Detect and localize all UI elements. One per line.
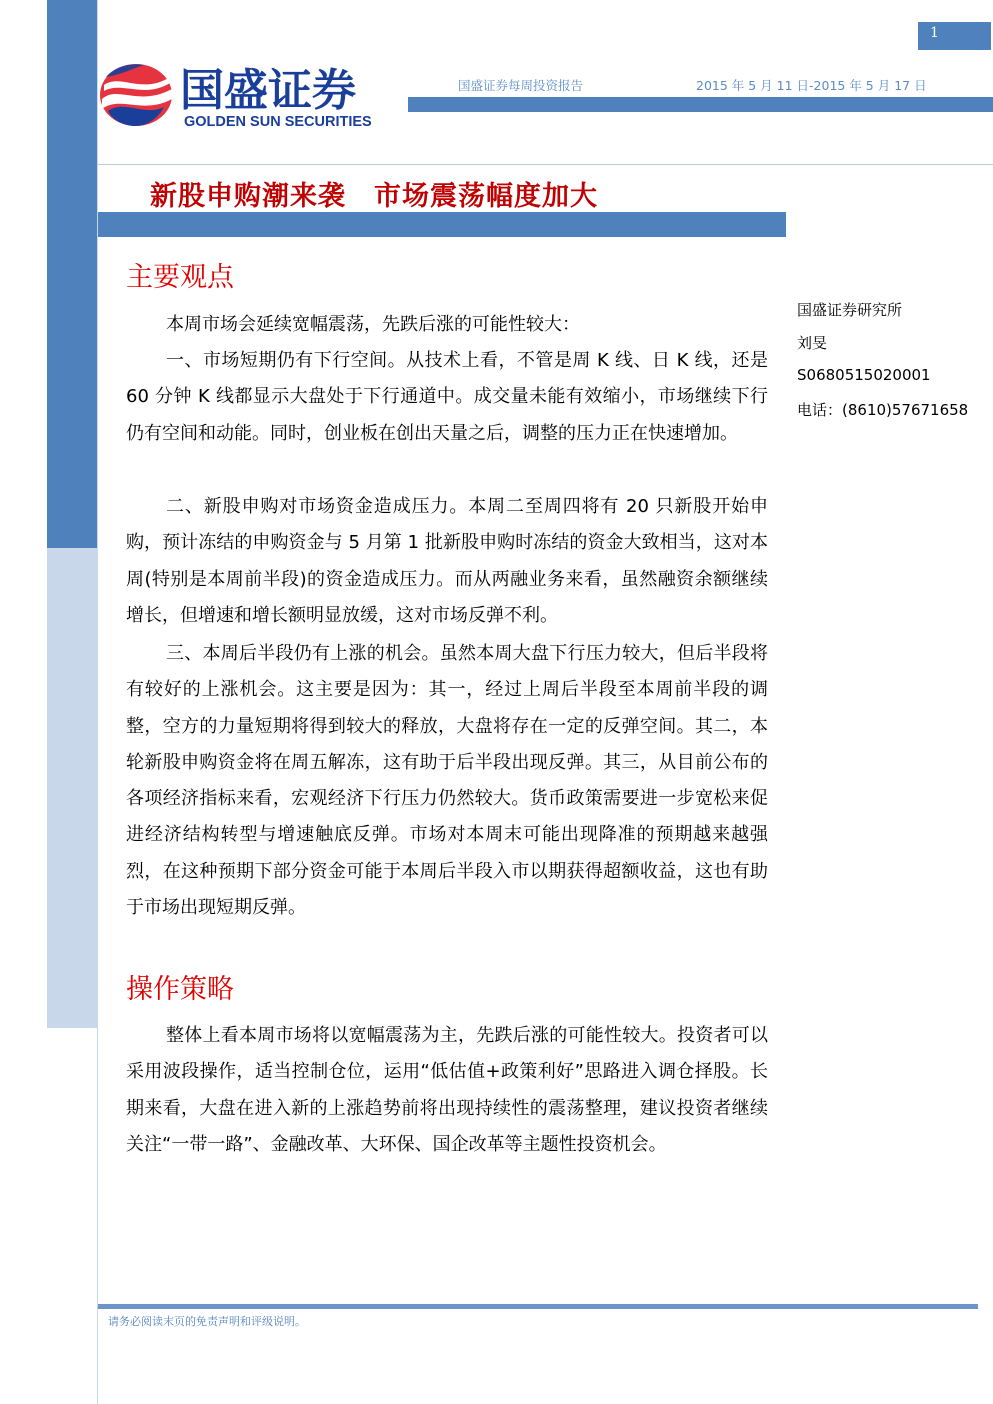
section-heading-strategy: 操作策略 <box>126 974 234 1005</box>
footer-bar <box>98 1304 978 1309</box>
title-divider <box>98 164 993 165</box>
left-band-dark <box>47 0 98 548</box>
section-heading-main-views: 主要观点 <box>126 262 234 293</box>
sidebar-cert-number: S0680515020001 <box>797 366 931 384</box>
svg-text:GOLDEN SUN SECURITIES: GOLDEN SUN SECURITIES <box>184 114 372 130</box>
paragraph: 三、本周后半段仍有上涨的机会。虽然本周大盘下行压力较大，但后半段将有较好的上涨机会。这主要是因为：其一，经过上周后半段至本周前半段的调整，空方的力量短期将得到较大的释放，大盘将存在一定的反弹空间。其二，本轮新股申购资金将在周五解冻，这有助于后半段出现反弹。其三，从目前公布的各项经济指标来看，宏观经济下行压力仍然较大。货币政策需要进一步宽松来促进经济结构转型与增速触底反弹。市场对本周末可能出现降准的预期越来越强烈，在这种预期下部分资金可能于本周后半段入市以期获得超额收益，这也有助于市场出现短期反弹。 <box>126 643 768 919</box>
page-number-box <box>918 22 991 50</box>
title-bar <box>98 212 786 237</box>
left-band-edge <box>97 0 98 1404</box>
page-number: 1 <box>930 25 939 41</box>
sidebar-institute: 国盛证券研究所 <box>797 301 903 319</box>
footer-disclaimer: 请务必阅读末页的免责声明和评级说明。 <box>108 1315 306 1328</box>
company-logo <box>98 55 408 140</box>
paragraph: 一、市场短期仍有下行空间。从技术上看，不管是周 K 线、日 K 线，还是 60 分钟 K 线都显示大盘处于下行通道中。成交量未能有效缩小，市场继续下行仍有空间和动能。同时，创业板在创出天量之后，调整的压力正在快速增加。 <box>126 350 768 444</box>
paragraph: 整体上看本周市场将以宽幅震荡为主，先跌后涨的可能性较大。投资者可以采用波段操作，适当控制仓位，运用“低估值+政策利好”思路进入调仓择股。长期来看，大盘在进入新的上涨趋势前将出现持续性的震荡整理，建议投资者继续关注“一带一路”、金融改革、大环保、国企改革等主题性投资机会。 <box>126 1025 768 1155</box>
sidebar-analyst: 刘旻 <box>797 334 828 352</box>
left-band-light <box>47 548 98 1028</box>
svg-text:国盛证券: 国盛证券 <box>180 65 356 116</box>
paragraph: 本周市场会延续宽幅震荡，先跌后涨的可能性较大： <box>166 314 580 335</box>
sidebar-phone: 电话：(8610)57671658 <box>797 401 969 419</box>
report-name: 国盛证券每周投资报告 <box>458 78 584 93</box>
paragraph: 二、新股申购对市场资金造成压力。本周二至周四将有 20 只新股开始申购，预计冻结的申购资金与 5 月第 1 批新股申购时冻结的资金大致相当，这对本周(特别是本周前半段)的资金造成压力。而从两融业务来看，虽然融资余额继续增长，但增速和增长额明显放缓，这对市场反弹不利。 <box>126 496 768 626</box>
header-bar <box>408 97 993 112</box>
report-date-range: 2015 年 5 月 11 日-2015 年 5 月 17 日 <box>696 78 927 93</box>
report-title: 新股申购潮来袭 市场震荡幅度加大 <box>150 181 598 212</box>
golden-sun-logo-icon <box>98 55 408 140</box>
